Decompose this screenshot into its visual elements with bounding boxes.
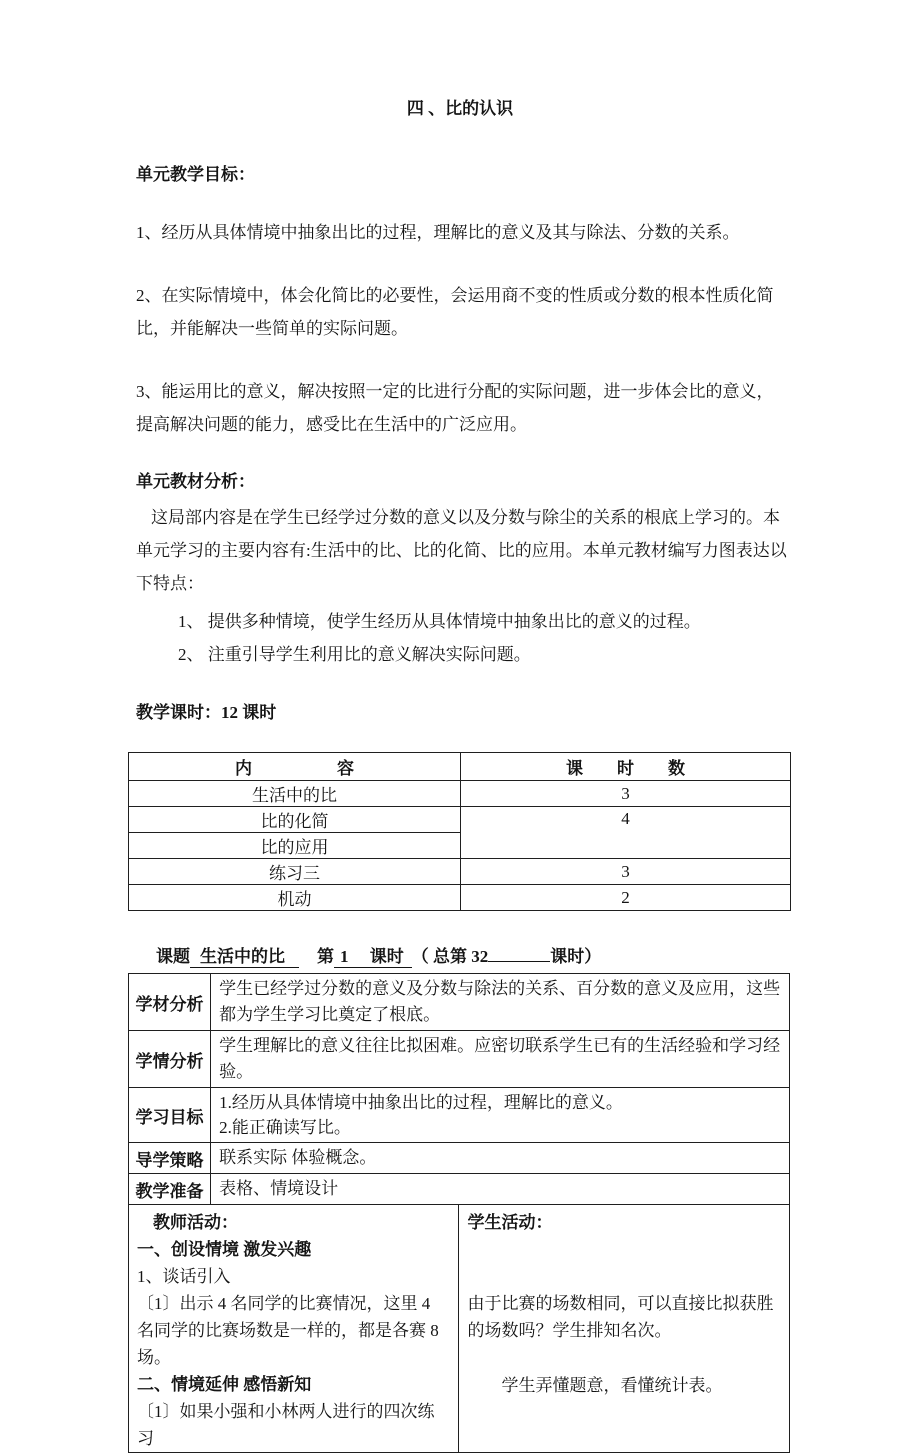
schedule-hours-cell: 3 bbox=[461, 781, 791, 807]
material-analysis-content: 学生已经学过分数的意义及分数与除法的关系、百分数的意义及应用，这些都为学生学习比奠定了根底。 bbox=[211, 974, 790, 1031]
unit-analysis-paragraph: 这局部内容是在学生已经学过分数的意义以及分数与除尘的关系的根底上学习的。本单元学习的主要内容有:生活中的比、比的化简、比的应用。本单元教材编写力图表达以下特点： bbox=[136, 508, 787, 593]
lesson-plan-table bbox=[128, 973, 790, 1453]
document-title: 四 、比的认识 bbox=[406, 99, 514, 118]
unit-analysis-heading: 单元教材分析： bbox=[136, 472, 255, 491]
schedule-content-cell: 比的化简 bbox=[129, 807, 461, 833]
schedule-hours-cell: 3 bbox=[461, 859, 791, 885]
schedule-hours-cell-merged: 4 bbox=[461, 807, 791, 859]
teacher-line: 〔1〕如果小强和小林两人进行的四次练习 bbox=[137, 1402, 435, 1448]
unit-goal-3: 3、能运用比的意义，解决按照一定的比进行分配的实际问题，进一步体会比的意义，提高解决问题的能力，感受比在生活中的广泛应用。 bbox=[136, 382, 774, 434]
teacher-activity-cell bbox=[129, 1205, 459, 1453]
schedule-hours-cell: 2 bbox=[461, 885, 791, 911]
analysis-feature-1: 1、 提供多种情境，使学生经历从具体情境中抽象出比的意义的过程。 bbox=[178, 612, 701, 631]
table-row bbox=[129, 1088, 790, 1143]
student-activity-heading: 学生活动： bbox=[467, 1213, 553, 1232]
guiding-strategy-content: 联系实际 体验概念。 bbox=[211, 1143, 790, 1174]
total-suffix: 课时） bbox=[550, 947, 602, 966]
student-note: 学生弄懂题意，看懂统计表。 bbox=[501, 1376, 723, 1395]
lesson-label: 课题 bbox=[156, 947, 190, 966]
schedule-content-cell: 比的应用 bbox=[129, 833, 461, 859]
learning-goal-1: 1.经历从具体情境中抽象出比的过程，理解比的意义。 bbox=[219, 1093, 623, 1112]
total-prefix: （ 总第 32 bbox=[411, 947, 489, 966]
table-row bbox=[129, 885, 791, 911]
student-activity-content bbox=[459, 1205, 789, 1399]
row-label-learning-goals: 学习目标 bbox=[129, 1088, 211, 1143]
analysis-feature-2: 2、 注重引导学生利用比的意义解决实际问题。 bbox=[178, 645, 531, 664]
table-row bbox=[129, 1031, 790, 1088]
row-label-guiding-strategy: 导学策略 bbox=[129, 1143, 211, 1174]
lesson-topic: 生活中的比 bbox=[190, 947, 299, 968]
unit-goal-1: 1、经历从具体情境中抽象出比的过程，理解比的意义及其与除法、分数的关系。 bbox=[136, 223, 740, 242]
teacher-line: 〔1〕出示 4 名同学的比赛情况，这里 4 名同学的比赛场数是一样的，都是各赛 8 场。 bbox=[137, 1294, 439, 1367]
schedule-header-hours: 课 时 数 bbox=[461, 753, 791, 781]
learner-analysis-content: 学生理解比的意义往往比拟困难。应密切联系学生已有的生活经验和学习经验。 bbox=[211, 1031, 790, 1088]
learning-goal-2: 2.能正确读写比。 bbox=[219, 1118, 351, 1137]
teacher-activity-content bbox=[129, 1205, 458, 1452]
student-note: 由于比赛的场数相同，可以直接比拟获胜的场数吗？学生排知名次。 bbox=[467, 1294, 774, 1340]
teacher-line: 1、谈话引入 bbox=[137, 1267, 231, 1286]
period-prefix: 第 bbox=[317, 947, 334, 966]
lesson-title-line bbox=[156, 945, 790, 968]
row-label-teaching-preparation: 教学准备 bbox=[129, 1174, 211, 1205]
teacher-step-2-heading: 二、情境延伸 感悟新知 bbox=[137, 1375, 312, 1394]
table-row bbox=[129, 974, 790, 1031]
unit-goal-2: 2、在实际情境中，体会化简比的必要性，会运用商不变的性质或分数的根本性质化简比，并能解决一些简单的实际问题。 bbox=[136, 286, 774, 338]
table-row bbox=[129, 781, 791, 807]
learning-goals-content bbox=[211, 1088, 790, 1143]
teacher-step-1-heading: 一、创设情境 激发兴趣 bbox=[137, 1240, 312, 1259]
schedule-content-cell: 生活中的比 bbox=[129, 781, 461, 807]
period-number: 1 课时 bbox=[334, 947, 412, 968]
schedule-header-content: 内 容 bbox=[129, 753, 461, 781]
learning-goals-list bbox=[219, 1090, 781, 1140]
row-label-learner-analysis: 学情分析 bbox=[129, 1031, 211, 1088]
teacher-activity-heading: 教师活动： bbox=[153, 1213, 238, 1232]
table-row bbox=[129, 1143, 790, 1174]
table-row bbox=[129, 807, 791, 833]
schedule-table bbox=[128, 752, 791, 911]
table-row bbox=[129, 1174, 790, 1205]
schedule-content-cell: 机动 bbox=[129, 885, 461, 911]
unit-goals-heading: 单元教学目标： bbox=[136, 165, 255, 184]
teaching-preparation-content: 表格、情境设计 bbox=[211, 1174, 790, 1205]
total-blank-underline bbox=[488, 945, 550, 962]
student-activity-cell bbox=[459, 1205, 790, 1453]
row-label-material-analysis: 学材分析 bbox=[129, 974, 211, 1031]
schedule-content-cell: 练习三 bbox=[129, 859, 461, 885]
activities-row bbox=[129, 1205, 790, 1453]
schedule-header-row bbox=[129, 753, 791, 781]
table-row bbox=[129, 859, 791, 885]
teaching-hours-heading: 教学课时：12 课时 bbox=[136, 703, 277, 722]
